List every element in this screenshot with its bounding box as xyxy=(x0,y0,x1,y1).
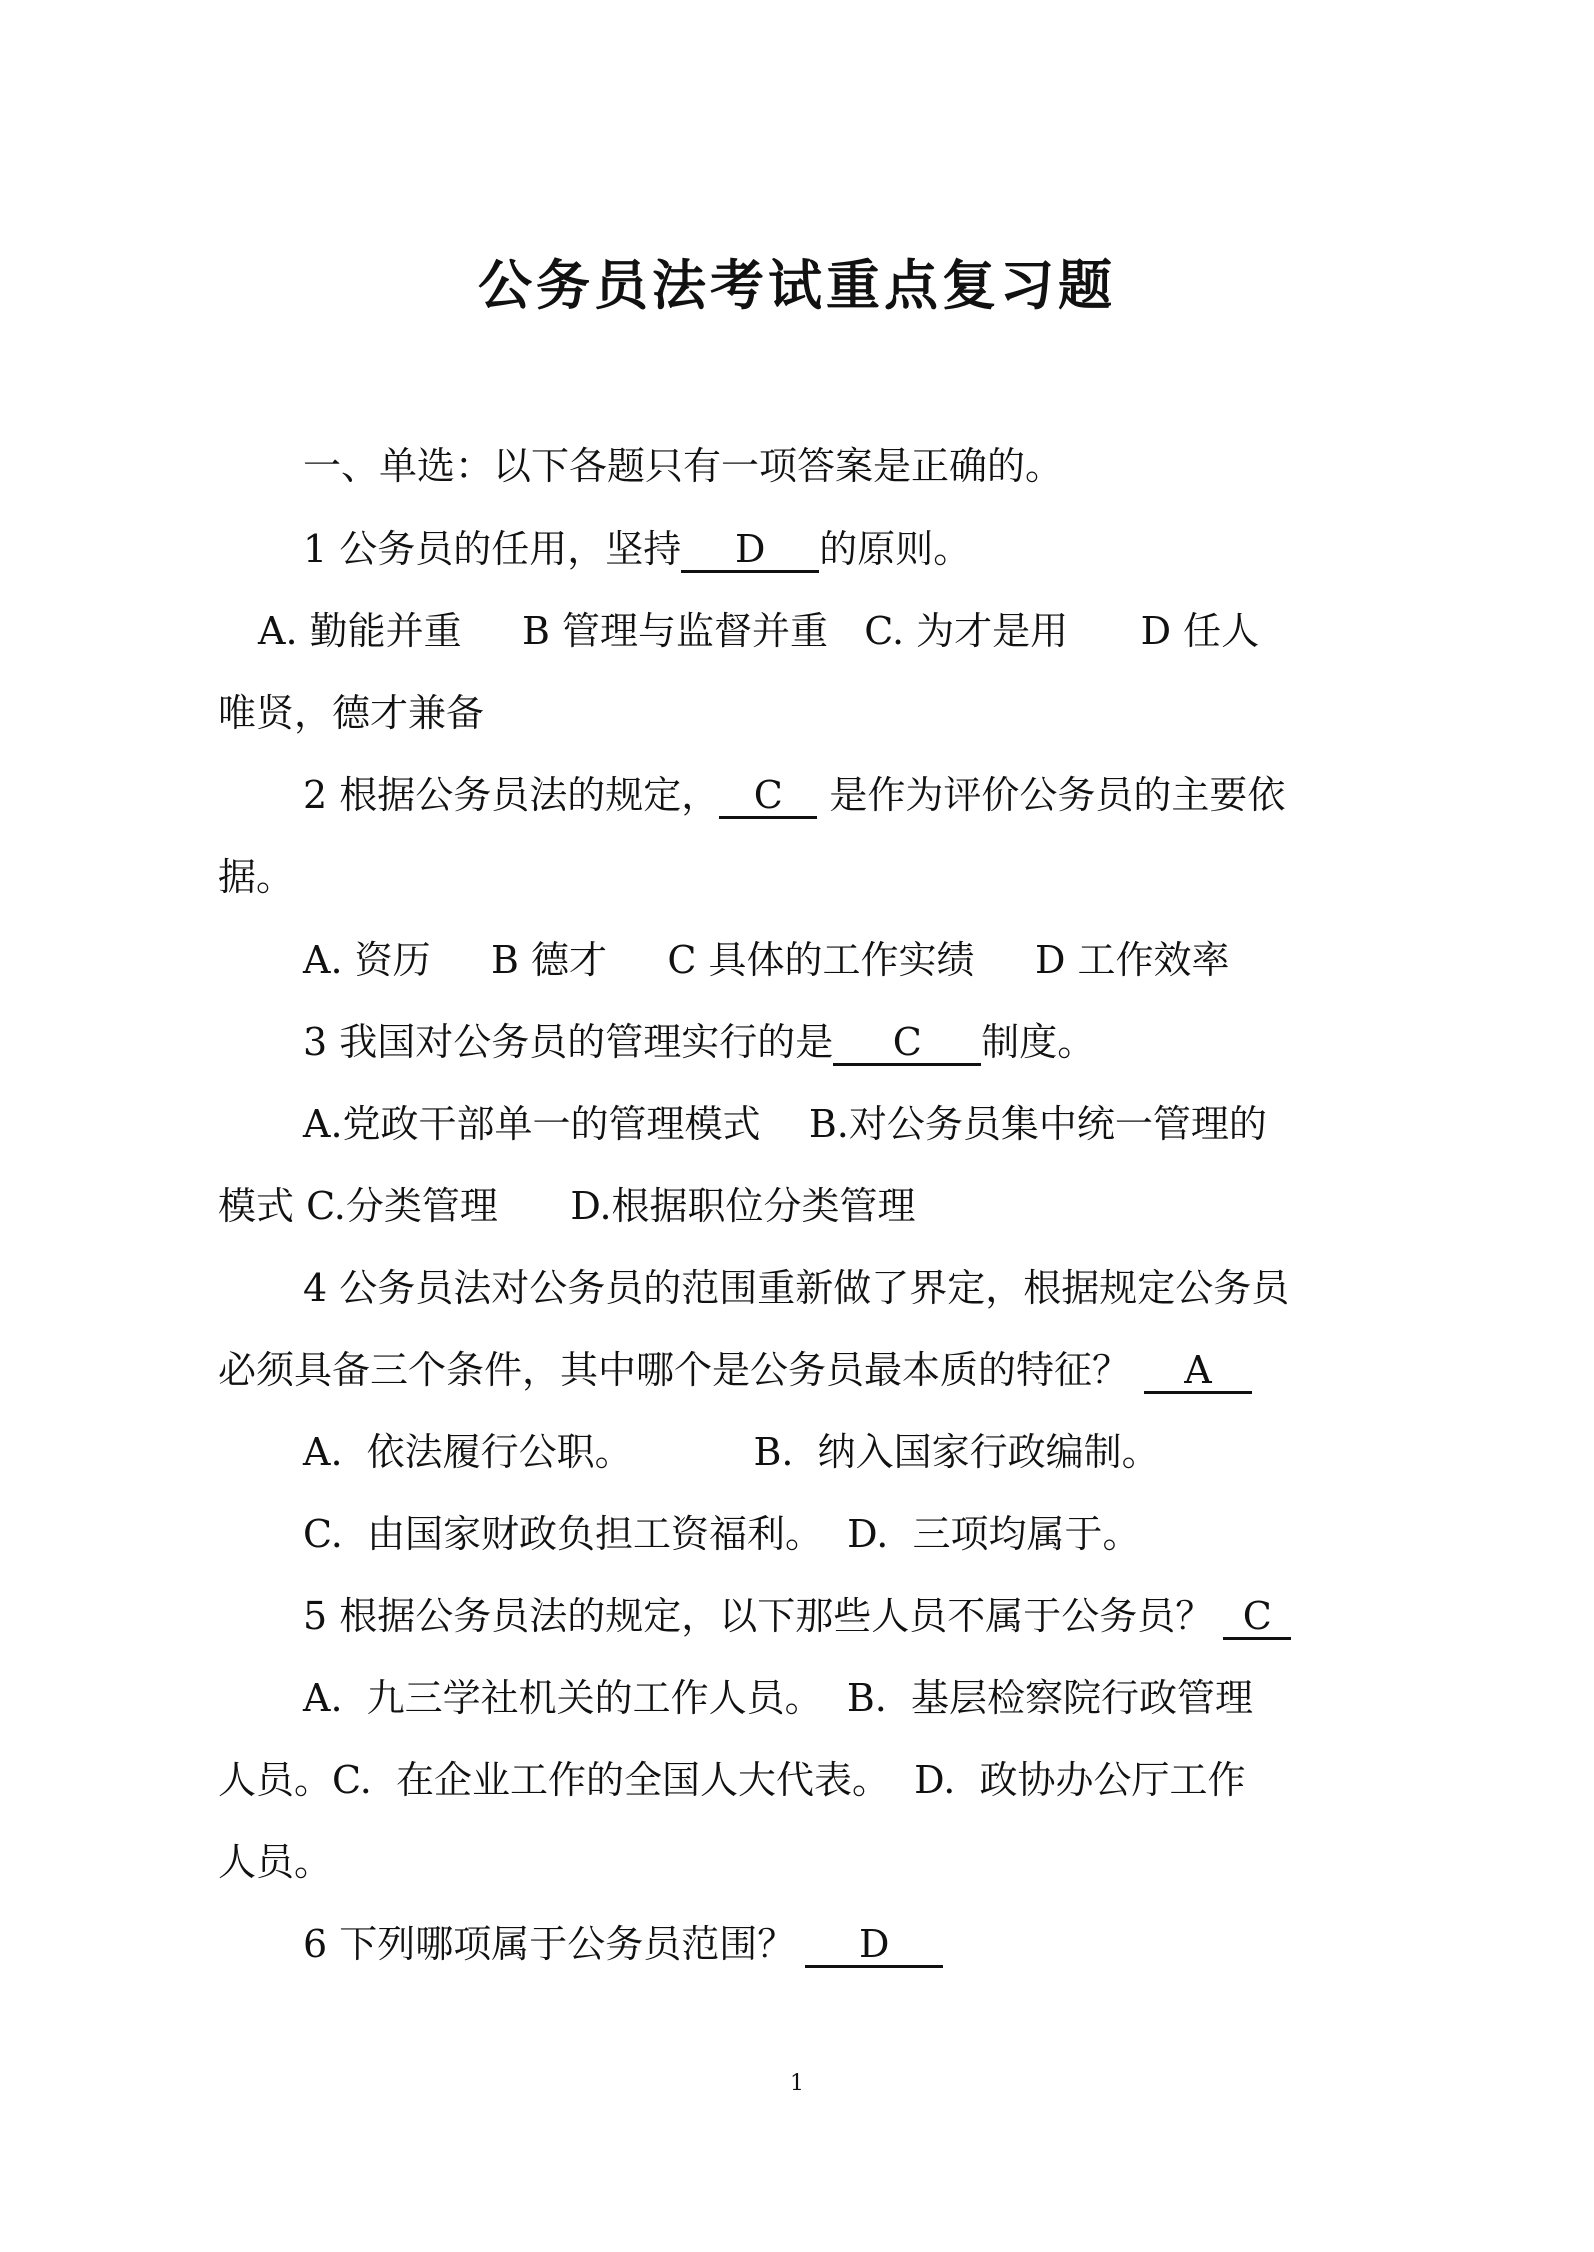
question-4-options-cont: C. 由国家财政负担工资福利。 D. 三项均属于。 xyxy=(303,1512,1141,1556)
question-3-stem xyxy=(303,1020,1096,1066)
page-title: 公务员法考试重点复习题 xyxy=(478,253,1116,317)
question-3-options-cont: 模式 C.分类管理 D.根据职位分类管理 xyxy=(218,1184,916,1228)
question-stem-text: 是作为评价公务员的主要依 xyxy=(817,773,1286,817)
answer-blank: C xyxy=(1223,1597,1291,1640)
page-number: 1 xyxy=(790,2071,804,2096)
question-5-options-cont-2: 人员。 xyxy=(218,1840,333,1884)
question-stem-text: 3 我国对公务员的管理实行的是 xyxy=(303,1020,834,1064)
answer-blank: C xyxy=(719,776,817,819)
question-stem-text: 2 根据公务员法的规定， xyxy=(303,773,720,817)
question-2-options: A. 资历 B 德才 C 具体的工作实绩 D 工作效率 xyxy=(303,938,1230,982)
question-4-stem-cont xyxy=(218,1348,1252,1394)
question-1-options-cont: 唯贤，德才兼备 xyxy=(218,691,485,735)
question-5-options-cont: 人员。C. 在企业工作的全国人大代表。 D. 政协办公厅工作 xyxy=(218,1758,1246,1802)
question-5-stem xyxy=(303,1594,1291,1640)
question-stem-text: 6 下列哪项属于公务员范围？ xyxy=(303,1922,796,1966)
answer-blank: D xyxy=(681,530,819,573)
question-4-stem: 4 公务员法对公务员的范围重新做了界定，根据规定公务员 xyxy=(303,1266,1290,1310)
question-stem-text: 的原则。 xyxy=(819,527,972,571)
question-3-options: A.党政干部单一的管理模式 B.对公务员集中统一管理的 xyxy=(303,1102,1267,1146)
section-heading: 一、单选：以下各题只有一项答案是正确的。 xyxy=(303,444,1064,488)
answer-blank: D xyxy=(805,1925,943,1968)
question-stem-text: 1 公务员的任用，坚持 xyxy=(303,527,682,571)
question-1-options: A. 勤能并重 B 管理与监督并重 C. 为才是用 D 任人 xyxy=(258,609,1260,653)
question-2-stem-cont: 据。 xyxy=(218,855,295,899)
question-4-options: A. 依法履行公职。 B. 纳入国家行政编制。 xyxy=(303,1430,1160,1474)
question-stem-text: 必须具备三个条件，其中哪个是公务员最本质的特征？ xyxy=(218,1348,1131,1392)
question-stem-text: 制度。 xyxy=(981,1020,1096,1064)
question-6-stem xyxy=(303,1922,943,1968)
question-1-stem xyxy=(303,527,972,573)
answer-blank: A xyxy=(1144,1351,1252,1394)
question-5-options: A. 九三学社机关的工作人员。 B. 基层检察院行政管理 xyxy=(303,1676,1254,1720)
answer-blank: C xyxy=(833,1023,981,1066)
question-2-stem xyxy=(303,773,1286,819)
question-stem-text: 5 根据公务员法的规定，以下那些人员不属于公务员？ xyxy=(303,1594,1214,1638)
